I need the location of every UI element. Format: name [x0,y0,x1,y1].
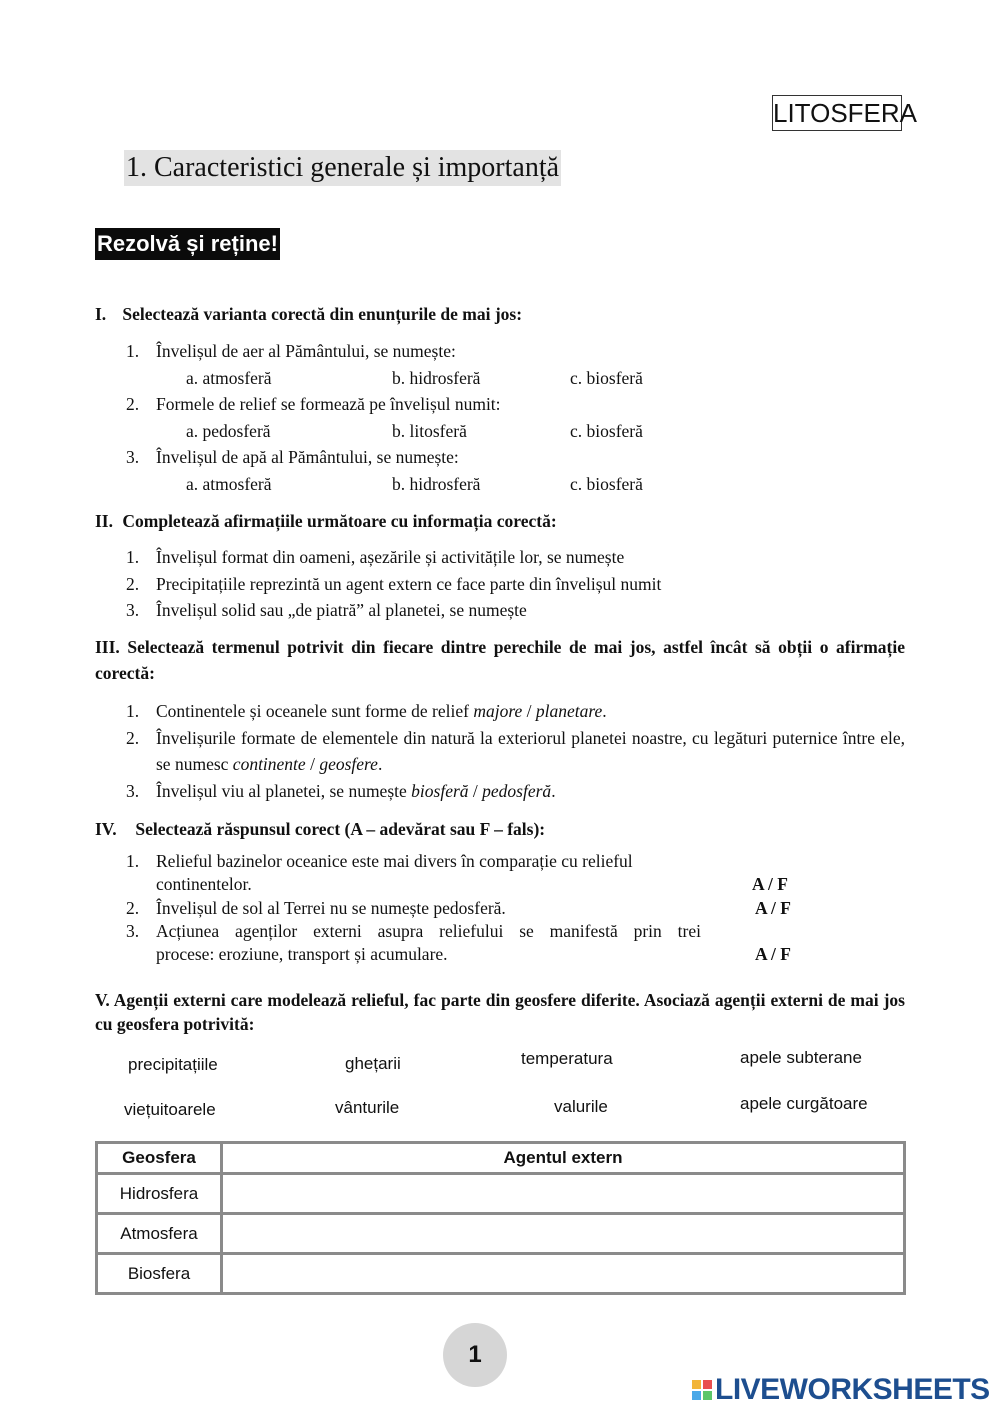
term-separator: / [305,754,320,774]
answer-drop-zone[interactable] [222,1174,905,1214]
term-option-1[interactable]: continente [232,754,306,774]
ex1-q3-option-a[interactable]: a. atmosferă [186,474,272,494]
page-number: 1 [443,1323,507,1387]
term-option-2[interactable]: planetare [535,701,603,721]
word-card[interactable]: apele subterane [740,1048,862,1067]
geosphere-label: Atmosfera [97,1214,222,1254]
item-text: Învelișul de sol al Terrei nu se numește pedosferă. [156,898,506,918]
question-text: Învelișul de aer al Pământului, se numește: [156,341,456,361]
answer-drop-zone[interactable] [222,1214,905,1254]
ex2-item-2[interactable] [126,571,906,597]
item-text: Învelișul solid sau „de piatră” al planetei, se numește [156,600,527,620]
section-heading: 1. Caracteristici generale și importanță [124,150,561,186]
item-text: Acțiunea agenților externi asupra reliefului se manifestă prin trei [156,921,701,941]
ex4-item-2-true-false[interactable]: A / F [755,898,791,918]
exercise-4-number: IV. [95,819,117,839]
question-number: 2. [126,394,140,414]
ex2-item-1[interactable] [126,544,906,570]
item-end: . [551,781,556,801]
table-row [97,1254,905,1294]
ex1-q3-option-b[interactable]: b. hidrosferă [392,474,481,494]
item-number: 1. [126,547,140,567]
geosphere-table [95,1141,906,1295]
liveworksheets-logo-icon [692,1380,712,1400]
brand-name: LIVEWORKSHEETS [715,1373,990,1406]
item-text: Relieful bazinelor oceanice este mai divers în comparație cu relieful [156,851,633,871]
table-row [97,1214,905,1254]
instruction-banner: Rezolvă și reține! [95,228,280,260]
ex1-question-3 [126,444,726,470]
item-text: Învelișul viu al planetei, se numește [156,781,412,801]
term-option-2[interactable]: geosfere [319,754,378,774]
column-header-agent: Agentul extern [222,1143,905,1174]
item-number: 1. [126,701,140,721]
question-number: 1. [126,341,140,361]
item-number: 2. [126,898,140,918]
item-number: 2. [126,574,140,594]
item-text: Continentele și oceanele sunt forme de relief [156,701,474,721]
ex1-q1-option-b[interactable]: b. hidrosferă [392,368,481,388]
question-number: 3. [126,447,140,467]
exercise-2-number: II. [95,511,113,531]
exercise-1-heading [95,301,522,327]
word-card[interactable]: vânturile [335,1098,400,1117]
exercise-1-title: Selectează varianta corectă din enunțurile de mai jos: [122,304,523,324]
word-card[interactable]: ghețarii [345,1054,401,1073]
question-text: Învelișul de apă al Pământului, se numește: [156,447,459,467]
question-text: Formele de relief se formează pe învelișul numit: [156,394,501,414]
exercise-2-heading [95,508,557,534]
term-separator: / [468,781,483,801]
ex2-item-3[interactable] [126,597,906,623]
ex1-question-2 [126,391,726,417]
word-card[interactable]: viețuitoarele [124,1100,216,1119]
exercise-4-title: Selectează răspunsul corect (A – adevărat sau F – fals): [135,819,546,839]
ex4-item-1-continued: continentelor. [156,874,252,894]
ex3-item-1 [126,698,905,724]
word-card[interactable]: apele curgătoare [740,1094,868,1113]
ex4-item-3-continued: procese: eroziune, transport și acumulare. [156,944,448,964]
answer-drop-zone[interactable] [222,1254,905,1294]
item-number: 3. [126,781,140,801]
exercise-3-heading: III. Selectează termenul potrivit din fiecare dintre perechile de mai jos, astfel încât să obții o afirmație corectă: [95,637,905,683]
geosphere-label: Hidrosfera [97,1174,222,1214]
item-text: Învelișul format din oameni, așezările și activitățile lor, se numește [156,547,625,567]
item-text: Precipitațiile reprezintă un agent extern ce face parte din învelișul numit [156,574,662,594]
item-number: 1. [126,851,140,871]
exercise-1-number: I. [95,304,107,324]
term-option-2[interactable]: pedosferă [482,781,552,801]
term-option-1[interactable]: majore [473,701,523,721]
geosphere-label: Biosfera [97,1254,222,1294]
brand-logo [692,1373,990,1407]
exercise-5-heading: V. Agenții externi care modelează relieful, fac parte din geosfere diferite. Asociază agenții externi de mai jos cu geosfera potrivită: [95,990,905,1034]
table-row [97,1174,905,1214]
term-separator: / [522,701,536,721]
item-text: Învelișurile formate de elementele din natură la exteriorul planetei noastre, cu legături puternice între ele, se numesc [156,728,905,774]
item-end: . [602,701,607,721]
term-option-1[interactable]: biosferă [411,781,469,801]
ex1-q2-option-a[interactable]: a. pedosferă [186,421,271,441]
ex1-q1-option-a[interactable]: a. atmosferă [186,368,272,388]
document-title: LITOSFERA [772,95,902,131]
ex3-item-2 [126,725,905,777]
item-number: 3. [126,600,140,620]
ex1-q2-option-b[interactable]: b. litosferă [392,421,467,441]
exercise-2-title: Completează afirmațiile următoare cu informația corectă: [122,511,557,531]
column-header-geosfera: Geosfera [97,1143,222,1174]
exercise-4-heading [95,816,545,842]
ex1-q3-option-c[interactable]: c. biosferă [570,474,643,494]
ex4-item-3-true-false[interactable]: A / F [755,944,791,964]
ex1-q1-option-c[interactable]: c. biosferă [570,368,643,388]
ex3-item-3 [126,778,905,804]
item-number: 2. [126,728,140,748]
ex1-q2-option-c[interactable]: c. biosferă [570,421,643,441]
word-card[interactable]: valurile [554,1097,608,1116]
table-header-row [97,1143,905,1174]
item-end: . [377,754,383,774]
ex4-item-1-true-false[interactable]: A / F [752,874,788,894]
word-card[interactable]: temperatura [521,1049,613,1068]
word-card[interactable]: precipitațiile [128,1055,218,1074]
item-number: 3. [126,921,140,941]
ex1-question-1 [126,338,726,364]
